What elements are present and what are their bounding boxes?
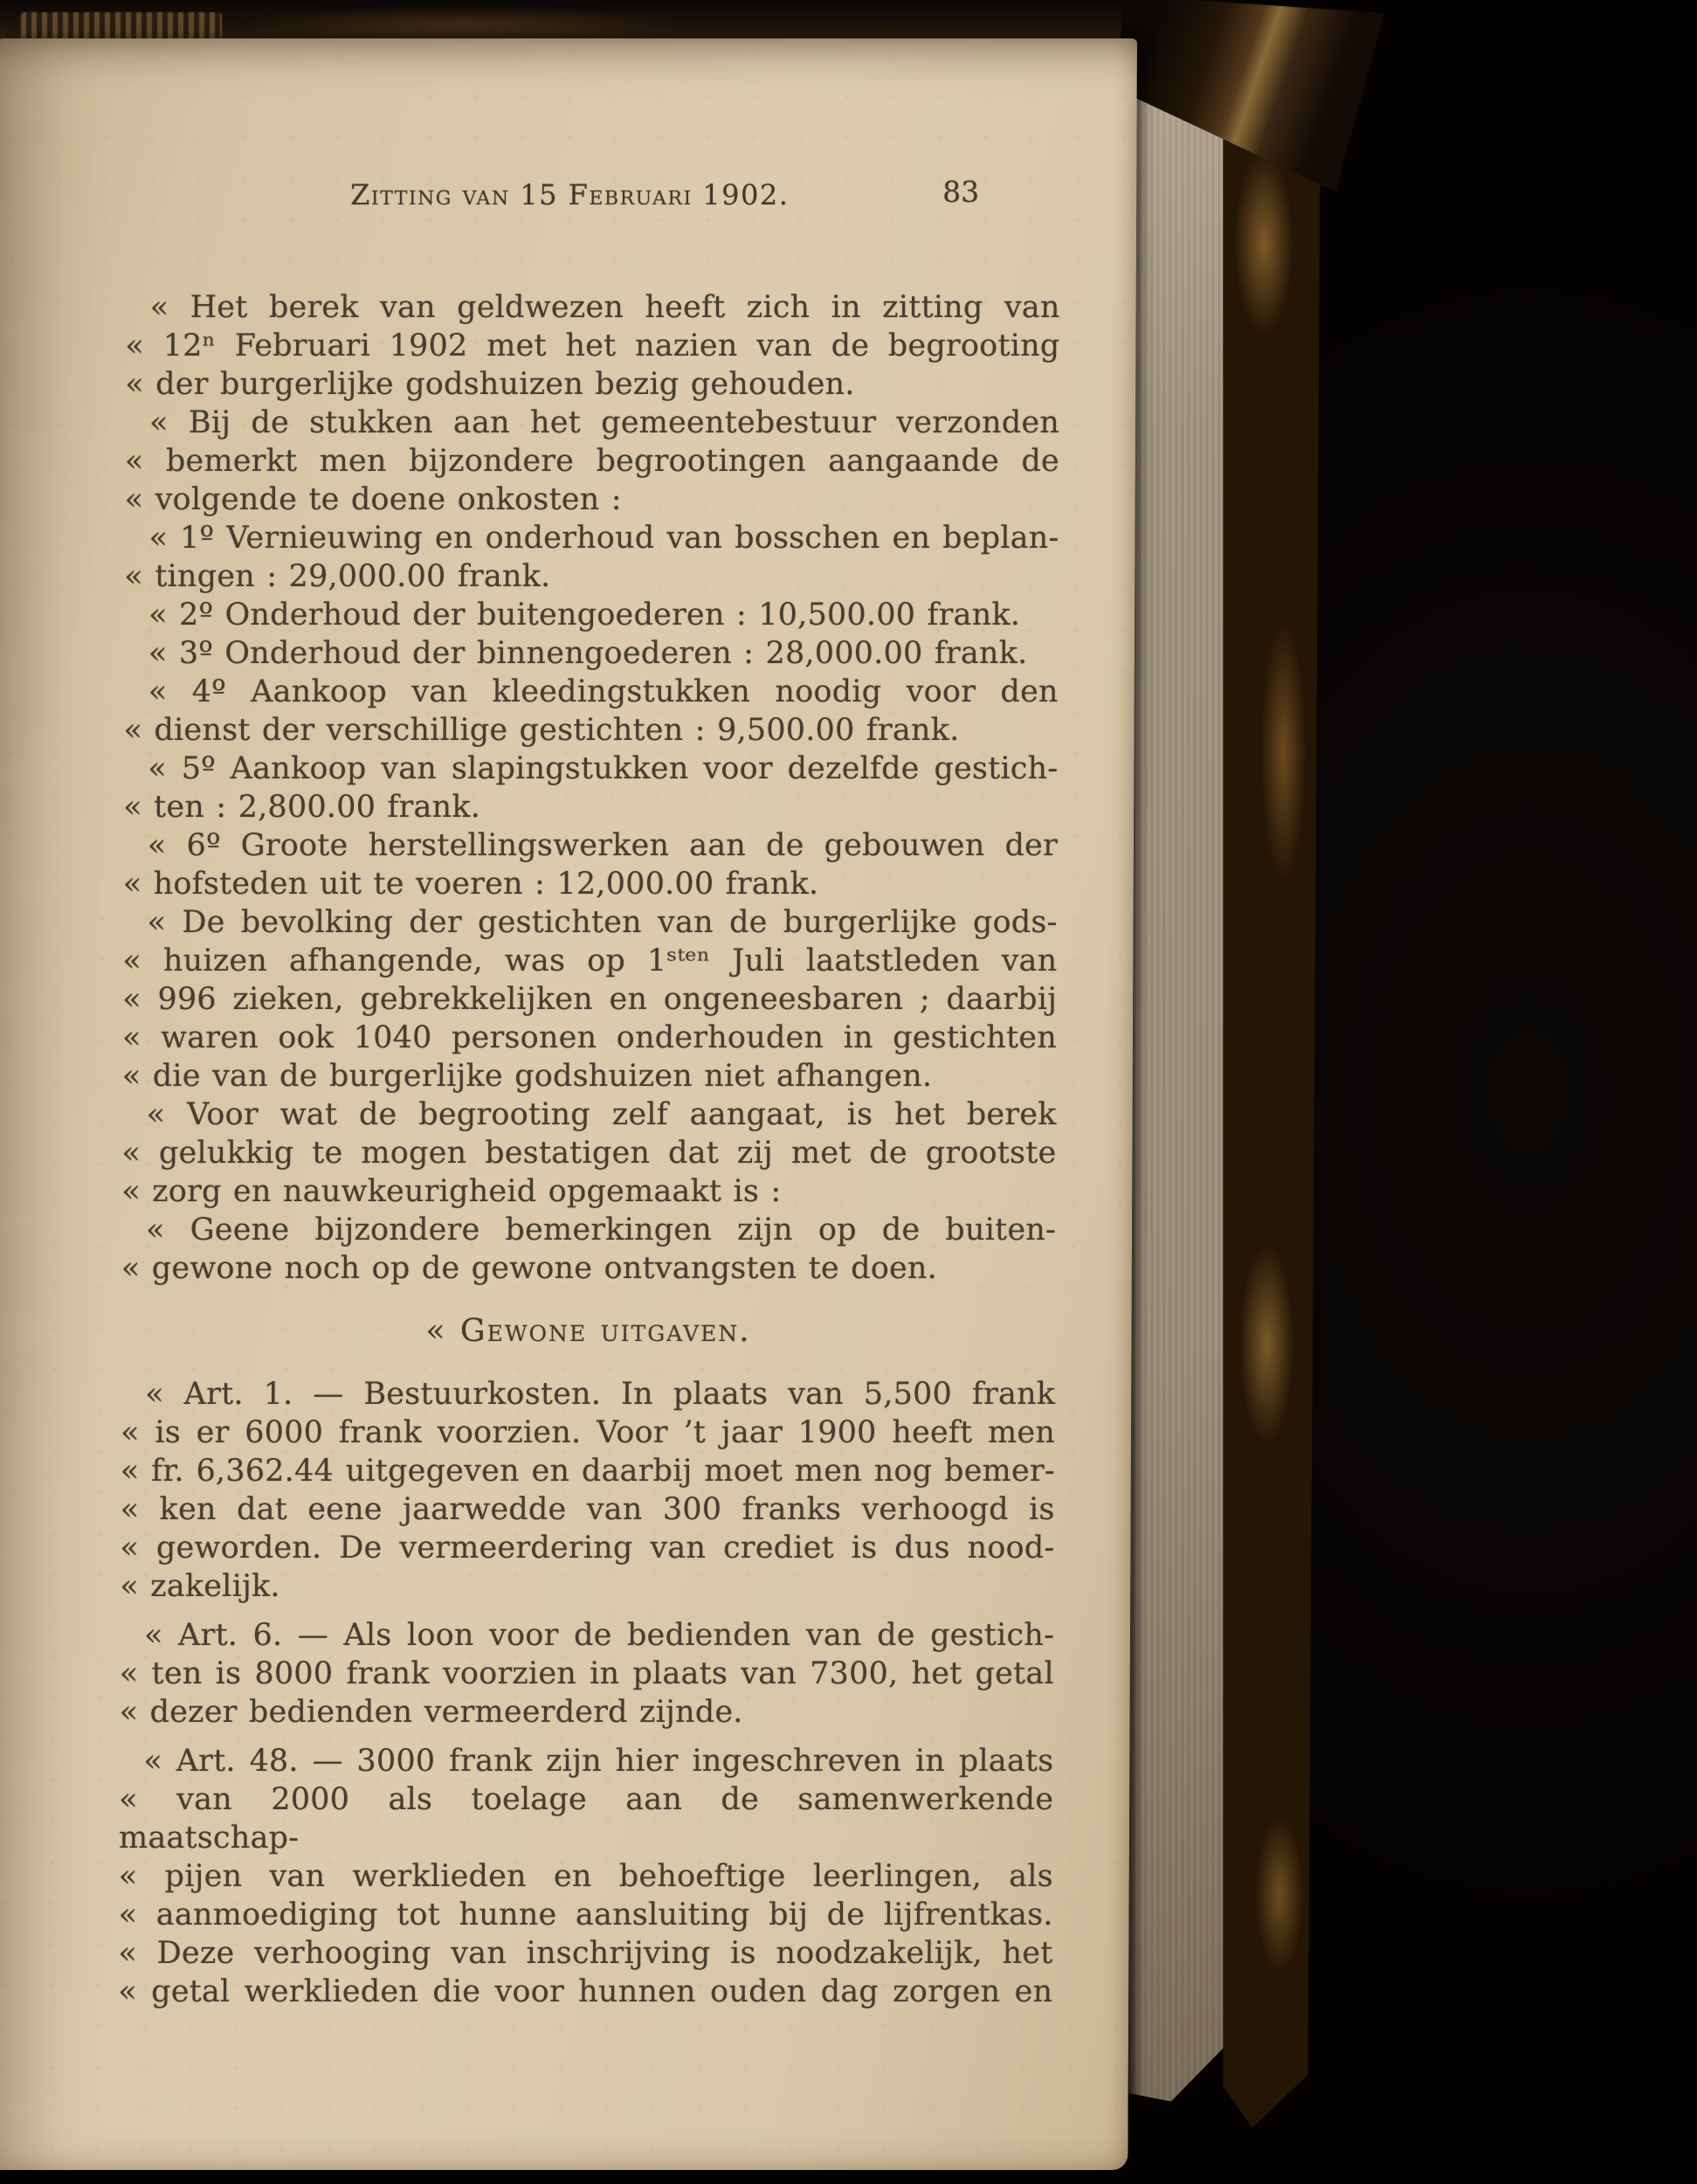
paragraph — [121, 1095, 1057, 1211]
paragraph — [125, 288, 1060, 404]
book-page — [0, 38, 1137, 2170]
text-line: « ten : 2,800.00 frank. — [123, 790, 481, 825]
paragraph — [122, 903, 1058, 1095]
text-line: « getal werklieden die voor hunnen ouden dag zorgen en — [118, 1974, 1053, 2009]
text-line: « Art. 48. — 3000 frank zijn hier ingeschreven in plaats — [143, 1744, 1054, 1779]
paragraph — [124, 596, 1059, 634]
back-cover-leather — [1223, 31, 1321, 2149]
paragraph — [118, 1742, 1053, 2011]
paragraph — [121, 1211, 1056, 1288]
book-top-shadow — [218, 3, 707, 38]
text-line: « ken dat eene jaarwedde van 300 franks verhoogd is — [120, 1492, 1055, 1527]
text-line: « zakelijk. — [120, 1569, 280, 1604]
text-line: « 3º Onderhoud der binnengoederen : 28,000.00 frank. — [148, 636, 1028, 671]
text-line: « gelukkig te mogen bestatigen dat zij met de grootste — [121, 1136, 1057, 1171]
paragraph — [123, 826, 1058, 903]
text-line: « van 2000 als toelage aan de samenwerkende maatschap- — [118, 1782, 1054, 1856]
text-line: « Deze verhooging van inschrijving is noodzakelijk, het — [118, 1936, 1053, 1971]
text-line: « pijen van werklieden en behoeftige leerlingen, als — [118, 1859, 1053, 1894]
text-line: « 12ⁿ Februari 1902 met het nazien van de begrooting — [125, 328, 1060, 363]
text-line: « Het berek van geldwezen heeft zich in zitting van — [149, 290, 1060, 325]
text-line: « Voor wat de begrooting zelf aangaat, is het berek — [146, 1097, 1057, 1132]
text-line: « dienst der verschillige gestichten : 9,500.00 frank. — [123, 713, 960, 748]
text-line: « volgende te doene onkosten : — [124, 482, 622, 517]
text-line: « der burgerlijke godshuizen bezig gehouden. — [125, 367, 855, 402]
text-line: « 996 zieken, gebrekkelijken en ongeneesbaren ; daarbij — [122, 982, 1058, 1017]
text-line: « 2º Onderhoud der buitengoederen : 10,500.00 frank. — [148, 598, 1021, 632]
paragraph — [123, 750, 1058, 826]
text-line: « De bevolking der gestichten van de burgerlijke gods- — [147, 905, 1058, 940]
text-line: « ten is 8000 frank voorzien in plaats van 7300, het getal — [119, 1656, 1054, 1691]
text-line: « tingen : 29,000.00 frank. — [124, 559, 551, 594]
paragraph — [124, 634, 1059, 673]
text-line: « hofsteden uit te voeren : 12,000.00 frank. — [122, 867, 819, 902]
text-line: « waren ook 1040 personen onderhouden in gestichten — [121, 1020, 1058, 1055]
text-line: « bemerkt men bijzondere begrootingen aangaande de — [124, 444, 1059, 479]
paragraph — [123, 673, 1058, 750]
text-line: « gewone noch op de gewone ontvangsten te doen. — [121, 1251, 938, 1286]
text-line: « 1º Vernieuwing en onderhoud van bosschen en beplan- — [148, 521, 1059, 556]
text-line: « fr. 6,362.44 uitgegeven en daarbij moet men nog bemer- — [120, 1454, 1055, 1489]
text-line: « Bij de stukken aan het gemeentebestuur verzonden — [148, 405, 1060, 440]
paragraph — [120, 1616, 1055, 1731]
text-line: « is er 6000 frank voorzien. Voor ’t jaar 1900 heeft men — [120, 1415, 1056, 1450]
paragraph — [124, 519, 1059, 596]
text-line: « Art. 1. — Bestuurkosten. In plaats van 5,500 frank — [145, 1377, 1056, 1412]
fore-edge-pages — [1128, 54, 1235, 2126]
text-line: « Art. 6. — Als loon voor de bedienden van de gestich- — [143, 1618, 1055, 1653]
running-header-title: Zitting van 15 Februari 1902. — [350, 178, 790, 211]
text-line: « huizen afhangende, was op 1ˢᵗᵉⁿ Juli laatstleden van — [122, 943, 1058, 978]
text-line: « Geene bijzondere bemerkingen zijn op de buiten- — [145, 1213, 1057, 1248]
paragraph — [120, 1375, 1055, 1606]
text-line: « dezer bedienden vermeerderd zijnde. — [119, 1695, 743, 1730]
paragraph — [125, 404, 1060, 519]
text-line: « 6º Groote herstellingswerken aan de gebouwen der — [147, 828, 1059, 863]
text-line: « 5º Aankoop van slapingstukken voor dezelfde gestich- — [148, 751, 1059, 786]
page-text — [118, 288, 1060, 2011]
text-line: « 4º Aankoop van kleedingstukken noodig voor den — [148, 674, 1059, 709]
section-heading: « Gewone uitgaven. — [425, 1313, 751, 1349]
text-line: « die van de burgerlijke godshuizen niet afhangen. — [121, 1059, 933, 1094]
text-line: « zorg en nauwkeurigheid opgemaakt is : — [121, 1174, 782, 1209]
book-headband — [21, 12, 222, 40]
page-number: 83 — [942, 175, 980, 209]
text-line: « geworden. De vermeerdering van crediet is dus nood- — [120, 1531, 1055, 1565]
text-line: « aanmoediging tot hunne aansluiting bij de lijfrentkas. — [118, 1897, 1053, 1932]
